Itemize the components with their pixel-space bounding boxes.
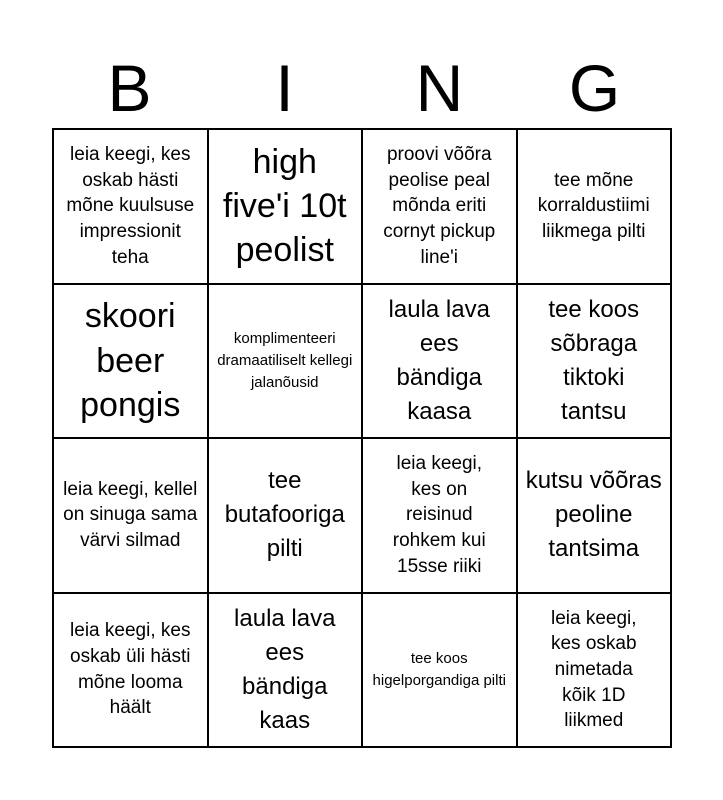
header-letter-g: G [568, 51, 621, 125]
bingo-cell-text: leia keegi, kes on reisinud rohkem kui 15sse riiki [392, 453, 486, 577]
bingo-board [52, 128, 672, 748]
bingo-cell-text: tee koos higelporgandiga pilti [372, 650, 506, 689]
header-letter-n: N [415, 51, 464, 125]
bingo-cell-text: tee mõne korraldustiimi liikmega pilti [537, 169, 650, 243]
bingo-cell[interactable] [54, 130, 209, 285]
bingo-cell-text: proovi võõra peolise peal mõnda eriti cornyt pickup line'i [383, 144, 496, 268]
bingo-cell-text: kutsu võõras peoline tantsima [525, 467, 662, 563]
bingo-cell[interactable] [363, 285, 518, 440]
bingo-cell-text: skoori beer pongis [80, 297, 181, 424]
bingo-cell-text: leia keegi, kellel on sinuga sama värvi silmad [63, 478, 198, 552]
bingo-cell-text: laula lava ees bändiga kaasa [388, 295, 490, 425]
bingo-cell[interactable] [518, 130, 673, 285]
bingo-cell[interactable] [518, 594, 673, 749]
bingo-cell-text: leia keegi, kes oskab üli hästi mõne looma häält [70, 620, 191, 719]
bingo-cell-text: laula lava ees bändiga kaas [234, 604, 336, 734]
bingo-cell-text: high five'i 10t peolist [222, 142, 347, 270]
bingo-cell[interactable] [363, 130, 518, 285]
header-letter-b: B [107, 51, 152, 125]
bingo-cell[interactable] [363, 439, 518, 594]
bingo-cell[interactable] [518, 439, 673, 594]
bingo-cell[interactable] [209, 594, 364, 749]
bingo-cell-text: tee butafooriga pilti [224, 467, 345, 563]
bingo-cell-text: leia keegi, kes oskab nimetada kõik 1D liikmed [550, 607, 637, 732]
bingo-cell[interactable] [518, 285, 673, 440]
bingo-cell-text: komplimenteeri dramaatiliselt kellegi jalanõusid [217, 330, 353, 391]
bingo-cell[interactable] [54, 285, 209, 440]
bingo-header [52, 48, 672, 128]
bingo-cell-text: tee koos sõbraga tiktoki tantsu [548, 295, 640, 425]
bingo-cell[interactable] [54, 594, 209, 749]
bingo-cell[interactable] [209, 439, 364, 594]
bingo-cell[interactable] [209, 285, 364, 440]
bingo-cell[interactable] [209, 130, 364, 285]
bingo-cell-text: leia keegi, kes oskab hästi mõne kuulsuse impressionit teha [66, 144, 195, 268]
bingo-cell[interactable] [363, 594, 518, 749]
bingo-cell[interactable] [54, 439, 209, 594]
header-letter-i: I [275, 51, 294, 125]
